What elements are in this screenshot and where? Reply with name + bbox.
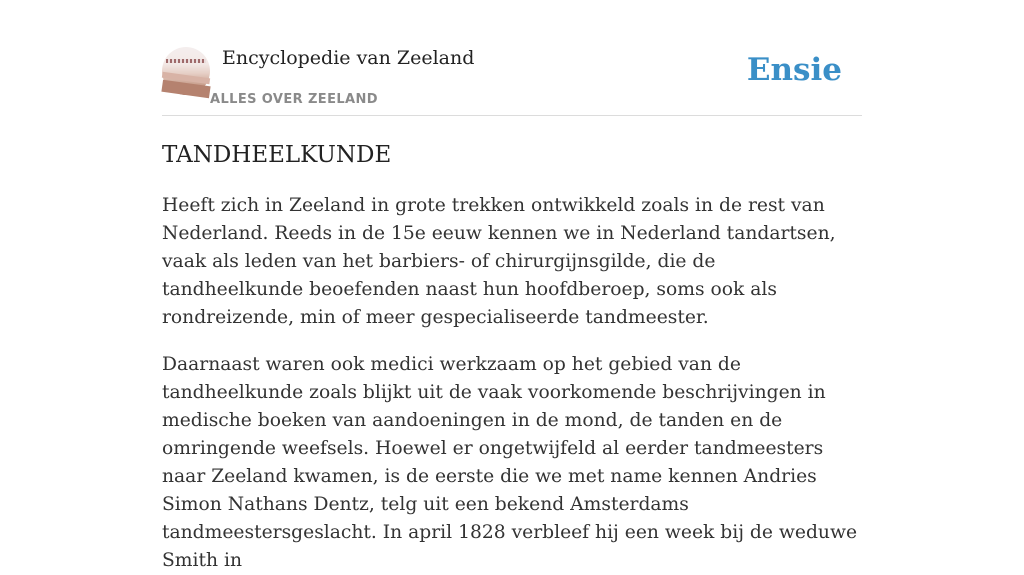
avatar-detail xyxy=(166,59,206,63)
brand-logo[interactable]: Ensie xyxy=(746,52,842,88)
article-title: TANDHEELKUNDE xyxy=(162,142,392,168)
page xyxy=(162,0,862,571)
site-tagline: ALLES OVER ZEELAND xyxy=(210,92,378,107)
article-paragraph: Daarnaast waren ook medici werkzaam op het gebied van de tandheelkunde zoals blijkt uit de vaak voorkomende beschrijvingen in medische boeken van aandoeningen in de mond, de tanden en de omringende weefsels. Hoewel er ongetwijfeld al eerder tandmeesters naar Zeeland kwamen, is de eerste die we met name kennen Andries Simon Nathans Dentz, telg uit een bekend Amsterdams tandmeestersgeslacht. In april 1828 verbleef hij een week bij de weduwe Smith in xyxy=(162,354,858,571)
site-avatar[interactable] xyxy=(162,47,210,95)
article-paragraph: Heeft zich in Zeeland in grote trekken ontwikkeld zoals in de rest van Nederland. Reeds in de 15e eeuw kennen we in Nederland tandartsen, vaak als leden van het barbiers- of chirurgijnsgilde, die de tandheelkunde beoefenden naast hun hoofdberoep, soms ook als rondreizende, min of meer gespecialiseerde tandmeester. xyxy=(162,195,836,328)
site-title[interactable]: Encyclopedie van Zeeland xyxy=(222,47,475,69)
site-header xyxy=(162,0,862,116)
